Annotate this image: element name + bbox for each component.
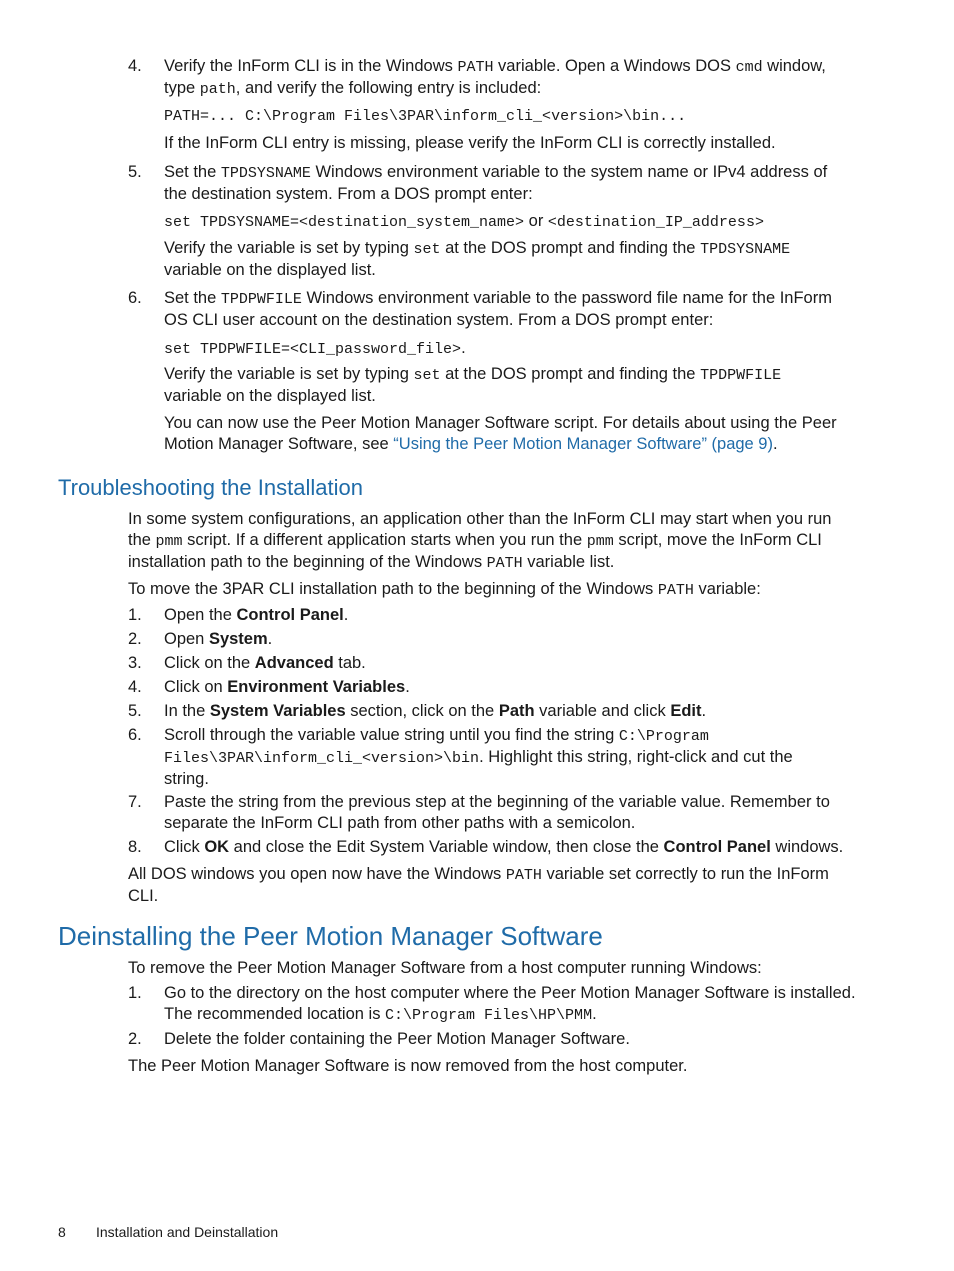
ts-step-1: Open the Control Panel. [164,606,349,624]
ts-step-number: 7. [128,793,142,811]
ts-step-number: 4. [128,678,142,696]
ts-step-number: 5. [128,702,142,720]
step-4-number: 4. [128,57,142,75]
step-6-verify: Verify the variable is set by typing set at the DOS prompt and finding the TPDPWFILE variable on the displayed list. [164,365,782,405]
step-6-text: Set the TPDPWFILE Windows environment variable to the password file name for the InForm OS CLI user account on the destination system. From a DOS prompt enter: [164,289,832,329]
ts-step-6: Scroll through the variable value string until you find the string C:\Program Files\3PAR\inform_cli_<version>\bin. Highlight this string, right-click and cut the string. [164,726,793,788]
troubleshooting-outro: All DOS windows you open now have the Windows PATH variable set correctly to run the InForm CLI. [128,865,829,905]
step-6-followup: You can now use the Peer Motion Manager Software script. For details about using the Peer Motion Manager Software, see “Using the Peer Motion Manager Software” (page 9). [164,414,837,453]
step-5-text: Set the TPDSYSNAME Windows environment variable to the system name or IPv4 address of the destination system. From a DOS prompt enter: [164,163,828,203]
deinstall-intro: To remove the Peer Motion Manager Software from a host computer running Windows: [128,959,762,977]
step-5-number: 5. [128,163,142,181]
footer-section-title: Installation and Deinstallation [96,1224,279,1240]
ts-step-3: Click on the Advanced tab. [164,654,366,672]
deinstall-heading: Deinstalling the Peer Motion Manager Software [58,921,603,951]
ts-step-2: Open System. [164,630,273,648]
ts-step-8: Click OK and close the Edit System Variable window, then close the Control Panel windows. [164,838,844,856]
deinstall-step-1: Go to the directory on the host computer where the Peer Motion Manager Software is installed. The recommended location is C:\Program Files\HP\PMM. [164,984,856,1024]
ts-step-7: Paste the string from the previous step at the beginning of the variable value. Remember to separate the InForm CLI path from other paths with a semicolon. [164,793,830,832]
step-5-code: set TPDSYSNAME=<destination_system_name> or <destination_IP_address> [164,212,764,231]
ts-step-number: 6. [128,726,142,744]
step-4-note: If the InForm CLI entry is missing, please verify the InForm CLI is correctly installed. [164,134,776,152]
ts-step-number: 3. [128,654,142,672]
deinstall-step-number: 2. [128,1030,142,1048]
troubleshooting-heading: Troubleshooting the Installation [58,475,363,500]
troubleshooting-intro: In some system configurations, an application other than the InForm CLI may start when you run the pmm script. If a different application starts when you run the pmm script, move the InForm CLI installation path to the beginning of the Windows PATH variable list. [128,510,832,572]
ts-step-number: 1. [128,606,142,624]
step-4-code: PATH=... C:\Program Files\3PAR\inform_cli_<version>\bin... [164,108,687,125]
step-4-text: Verify the InForm CLI is in the Windows PATH variable. Open a Windows DOS cmd window, type path, and verify the following entry is included: [164,57,826,98]
ts-step-number: 2. [128,630,142,648]
page-number: 8 [58,1224,66,1240]
step-6-number: 6. [128,289,142,307]
ts-step-4: Click on Environment Variables. [164,678,410,696]
step-5-verify: Verify the variable is set by typing set at the DOS prompt and finding the TPDSYSNAME variable on the displayed list. [164,239,791,279]
deinstall-outro: The Peer Motion Manager Software is now removed from the host computer. [128,1057,688,1075]
ts-step-5: In the System Variables section, click on the Path variable and click Edit. [164,702,707,720]
page-reference-link[interactable]: “Using the Peer Motion Manager Software” (page 9) [393,435,773,453]
deinstall-step-2: Delete the folder containing the Peer Motion Manager Software. [164,1030,630,1048]
deinstall-step-number: 1. [128,984,142,1002]
troubleshooting-lead: To move the 3PAR CLI installation path to the beginning of the Windows PATH variable: [128,580,761,599]
ts-step-number: 8. [128,838,142,856]
step-6-code: set TPDPWFILE=<CLI_password_file>. [164,339,466,358]
